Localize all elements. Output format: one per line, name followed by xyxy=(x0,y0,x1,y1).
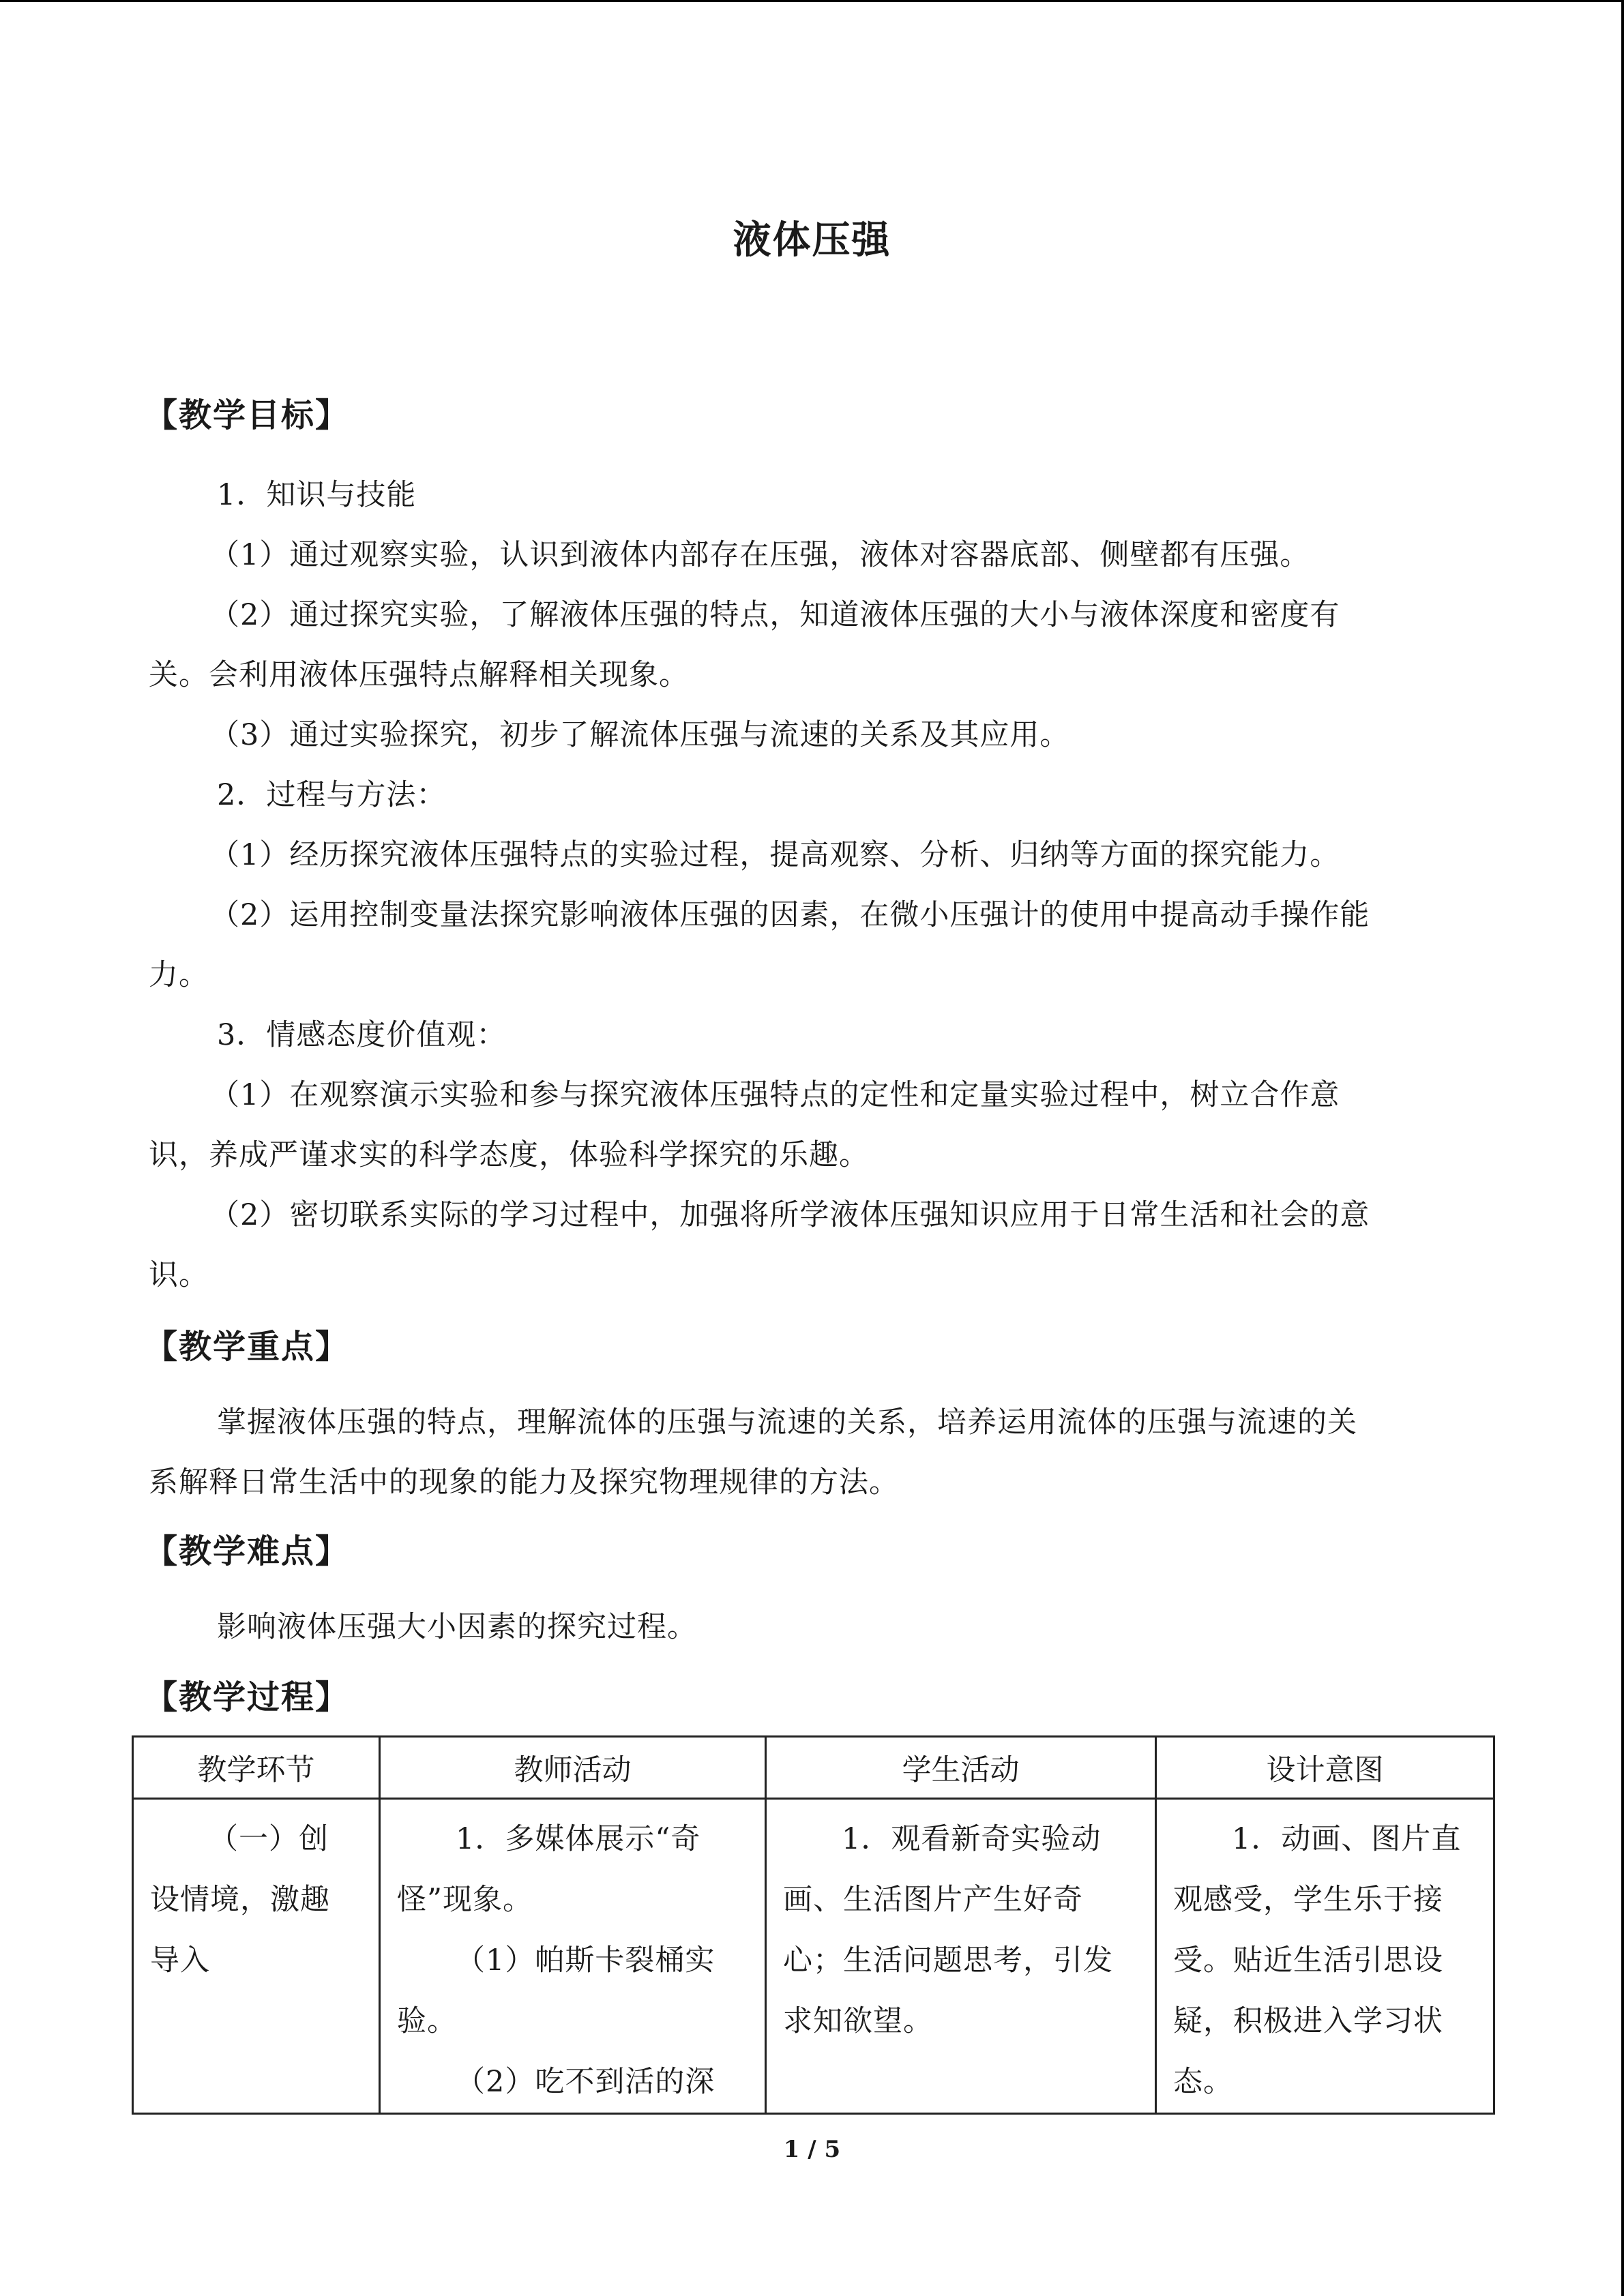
goal-line: 1．知识与技能 xyxy=(217,478,417,512)
key-point-line: 掌握液体压强的特点，理解流体的压强与流速的关系，培养运用流体的压强与流速的关 xyxy=(217,1405,1357,1440)
goal-line: 识。 xyxy=(149,1258,209,1292)
goal-line: （1）通过观察实验，认识到液体内部存在压强，液体对容器底部、侧壁都有压强。 xyxy=(210,538,1310,572)
table-row xyxy=(133,1799,1494,2114)
goal-line: （3）通过实验探究，初步了解流体压强与流速的关系及其应用。 xyxy=(210,718,1070,752)
cell-stage xyxy=(133,1799,380,2114)
heading-key-points: 【教学重点】 xyxy=(145,1328,350,1366)
goal-line: 2．过程与方法： xyxy=(217,778,447,812)
goal-line: （2）运用控制变量法探究影响液体压强的因素，在微小压强计的使用中提高动手操作能 xyxy=(210,898,1370,932)
header-design-intent: 设计意图 xyxy=(1156,1737,1494,1799)
goal-line: 识，养成严谨求实的科学态度，体验科学探究的乐趣。 xyxy=(149,1138,869,1172)
goal-line: 力。 xyxy=(149,958,209,992)
teacher-activity-text: （2）吃不到活的深 xyxy=(456,2065,715,2099)
heading-teaching-goals: 【教学目标】 xyxy=(145,396,350,434)
goal-line: 关。会利用液体压强特点解释相关现象。 xyxy=(149,658,689,692)
goal-line: （2）密切联系实际的学习过程中，加强将所学液体压强知识应用于日常生活和社会的意 xyxy=(210,1198,1370,1232)
key-point-line: 系解释日常生活中的现象的能力及探究物理规律的方法。 xyxy=(149,1465,899,1500)
table-header-row xyxy=(133,1737,1494,1799)
header-student-activity: 学生活动 xyxy=(766,1737,1156,1799)
cell-teacher-activity xyxy=(380,1799,766,2114)
document-title: 液体压强 xyxy=(733,218,891,263)
heading-difficulties: 【教学难点】 xyxy=(145,1532,350,1570)
heading-teaching-process: 【教学过程】 xyxy=(145,1678,350,1716)
teaching-process-table xyxy=(132,1735,1495,2115)
student-activity-text: 1．观看新奇实验动画、生活图片产生好奇心；生活问题思考，引发求知欲望。 xyxy=(783,1822,1113,2038)
design-intent-text: 1．动画、图片直观感受，学生乐于接受。贴近生活引思设疑，积极进入学习状态。 xyxy=(1173,1822,1462,2099)
header-stage: 教学环节 xyxy=(133,1737,380,1799)
goal-line: （2）通过探究实验，了解液体压强的特点，知道液体压强的大小与液体深度和密度有 xyxy=(210,598,1340,632)
right-border xyxy=(1621,0,1624,2296)
header-teacher-activity: 教师活动 xyxy=(380,1737,766,1799)
teacher-activity-text: （1）帕斯卡裂桶实验。 xyxy=(397,1943,715,2038)
difficulty-line: 影响液体压强大小因素的探究过程。 xyxy=(217,1610,697,1644)
cell-student-activity xyxy=(766,1799,1156,2114)
goal-line: 3．情感态度价值观： xyxy=(217,1018,507,1052)
cell-design-intent xyxy=(1156,1799,1494,2114)
teacher-activity-text: 1．多媒体展示“奇怪”现象。 xyxy=(397,1822,701,1917)
goal-line: （1）在观察演示实验和参与探究液体压强特点的定性和定量实验过程中，树立合作意 xyxy=(210,1078,1340,1112)
stage-text: （一）创设情境，激趣导入 xyxy=(150,1822,330,1978)
page-number: 1 / 5 xyxy=(783,2136,841,2163)
top-border xyxy=(0,0,1624,2)
goal-line: （1）经历探究液体压强特点的实验过程，提高观察、分析、归纳等方面的探究能力。 xyxy=(210,838,1340,872)
